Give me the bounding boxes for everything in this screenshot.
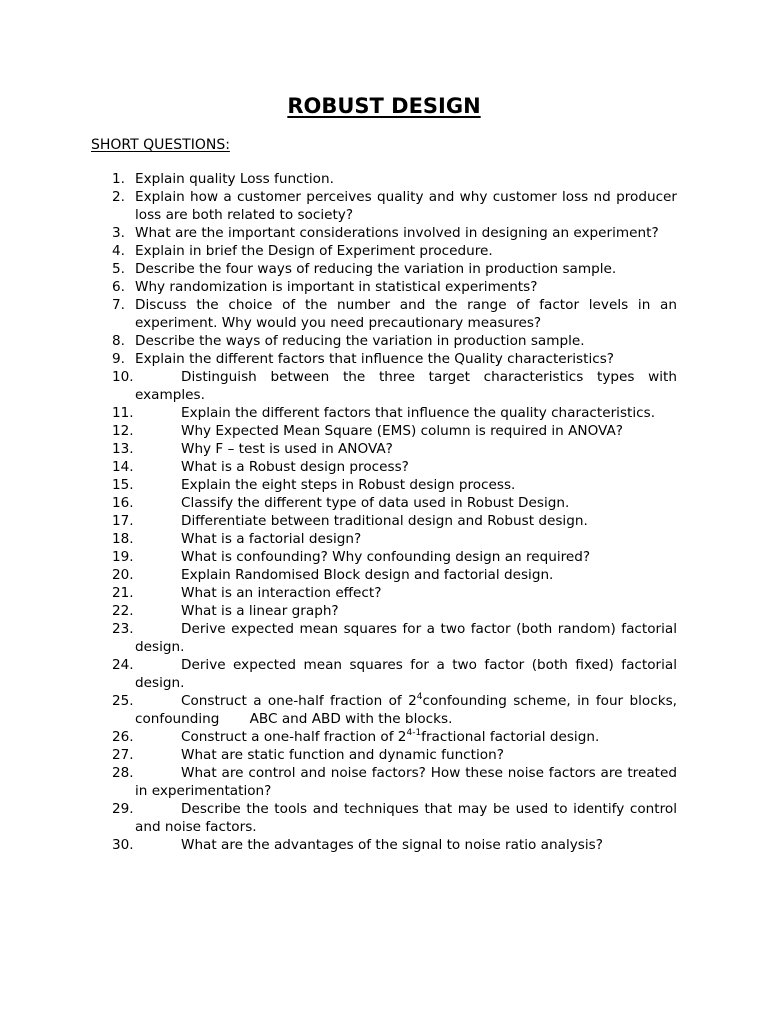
question-number: 10.	[112, 369, 134, 385]
question-number: 4.	[112, 243, 125, 259]
question-number: 21.	[112, 585, 134, 601]
question-text: Explain quality Loss function.	[135, 171, 334, 187]
question-text: What is a Robust design process?	[181, 459, 409, 475]
question-number: 2.	[112, 189, 125, 205]
question-number: 26.	[112, 729, 134, 745]
question-text: Explain how a customer perceives quality and why customer loss nd producer loss are both related to society?	[135, 189, 677, 223]
list-item	[0, 620, 768, 656]
list-item	[0, 188, 768, 224]
question-text: What are static function and dynamic function?	[181, 747, 504, 763]
list-item	[0, 800, 768, 836]
list-item	[0, 404, 768, 422]
question-text: What are control and noise factors? How these noise factors are treated in experimentation?	[135, 765, 677, 799]
question-number: 27.	[112, 747, 134, 763]
list-item	[0, 494, 768, 512]
question-text: What is confounding? Why confounding design an required?	[181, 549, 591, 565]
document-title: ROBUST DESIGN	[287, 94, 481, 118]
question-number: 16.	[112, 495, 134, 511]
list-item	[0, 746, 768, 764]
question-text: What are the important considerations involved in designing an experiment?	[135, 225, 659, 241]
list-item	[0, 350, 768, 368]
list-item	[0, 458, 768, 476]
question-number: 12.	[112, 423, 134, 439]
question-number: 7.	[112, 297, 125, 313]
question-text: Explain in brief the Design of Experiment procedure.	[135, 243, 493, 259]
list-item	[0, 440, 768, 458]
superscript-exponent: 4	[416, 692, 423, 702]
question-text: Explain Randomised Block design and factorial design.	[181, 567, 554, 583]
list-item	[0, 566, 768, 584]
question-text: What is a factorial design?	[181, 531, 362, 547]
question-number: 25.	[112, 693, 134, 709]
question-text: What is an interaction effect?	[181, 585, 382, 601]
question-number: 30.	[112, 837, 134, 853]
list-item	[0, 548, 768, 566]
question-text: What is a linear graph?	[181, 603, 339, 619]
question-number: 13.	[112, 441, 134, 457]
question-number: 3.	[112, 225, 125, 241]
list-item	[0, 170, 768, 188]
question-number: 11.	[112, 405, 134, 421]
question-text: Why F – test is used in ANOVA?	[181, 441, 393, 457]
question-text-continued: fractional factorial design.	[421, 729, 600, 745]
question-number: 6.	[112, 279, 125, 295]
question-number: 15.	[112, 477, 134, 493]
question-number: 18.	[112, 531, 134, 547]
list-item	[0, 728, 768, 746]
list-item	[0, 296, 768, 332]
list-item	[0, 512, 768, 530]
question-number: 8.	[112, 333, 125, 349]
question-number: 14.	[112, 459, 134, 475]
question-number: 29.	[112, 801, 134, 817]
question-text: Differentiate between traditional design and Robust design.	[181, 513, 588, 529]
question-text: Explain the eight steps in Robust design process.	[181, 477, 516, 493]
question-number: 5.	[112, 261, 125, 277]
question-list	[0, 170, 768, 854]
question-text: Explain the different factors that influence the quality characteristics.	[181, 405, 656, 421]
list-item	[0, 422, 768, 440]
list-item	[0, 692, 768, 728]
question-text: Why Expected Mean Square (EMS) column is required in ANOVA?	[181, 423, 623, 439]
question-text: Classify the different type of data used in Robust Design.	[181, 495, 570, 511]
question-number: 9.	[112, 351, 125, 367]
list-item	[0, 368, 768, 404]
question-number: 19.	[112, 549, 134, 565]
question-text: Describe the four ways of reducing the variation in production sample.	[135, 261, 617, 277]
list-item	[0, 836, 768, 854]
list-item	[0, 476, 768, 494]
list-item	[0, 602, 768, 620]
question-number: 20.	[112, 567, 134, 583]
question-number: 24.	[112, 657, 134, 673]
question-number: 23.	[112, 621, 134, 637]
list-item	[0, 764, 768, 800]
question-text: Why randomization is important in statistical experiments?	[135, 279, 538, 295]
question-text: Distinguish between the three target characteristics types with examples.	[135, 369, 677, 403]
list-item	[0, 260, 768, 278]
question-number: 22.	[112, 603, 134, 619]
question-text-continued: confounding scheme, in four blocks, confounding ABC and ABD with the blocks.	[135, 693, 682, 727]
list-item	[0, 584, 768, 602]
question-text: Derive expected mean squares for a two factor (both random) factorial design.	[135, 621, 677, 655]
list-item	[0, 224, 768, 242]
list-item	[0, 242, 768, 260]
question-text: Explain the different factors that influence the Quality characteristics?	[135, 351, 614, 367]
question-number: 17.	[112, 513, 134, 529]
question-text: Discuss the choice of the number and the range of factor levels in an experiment. Why would you need precautionary measures?	[135, 297, 677, 331]
question-text: Construct a one-half fraction of 2	[181, 729, 407, 745]
question-text: Derive expected mean squares for a two factor (both fixed) factorial design.	[135, 657, 677, 691]
question-text: Describe the tools and techniques that may be used to identify control and noise factors.	[135, 801, 677, 835]
list-item	[0, 530, 768, 548]
question-text: What are the advantages of the signal to noise ratio analysis?	[181, 837, 603, 853]
list-item	[0, 278, 768, 296]
superscript-exponent: 4-1	[406, 728, 422, 738]
list-item	[0, 656, 768, 692]
question-number: 1.	[112, 171, 125, 187]
section-heading: SHORT QUESTIONS:	[91, 137, 230, 153]
question-text: Describe the ways of reducing the variation in production sample.	[135, 333, 585, 349]
question-text: Construct a one-half fraction of 2	[181, 693, 417, 709]
list-item	[0, 332, 768, 350]
question-number: 28.	[112, 765, 134, 781]
